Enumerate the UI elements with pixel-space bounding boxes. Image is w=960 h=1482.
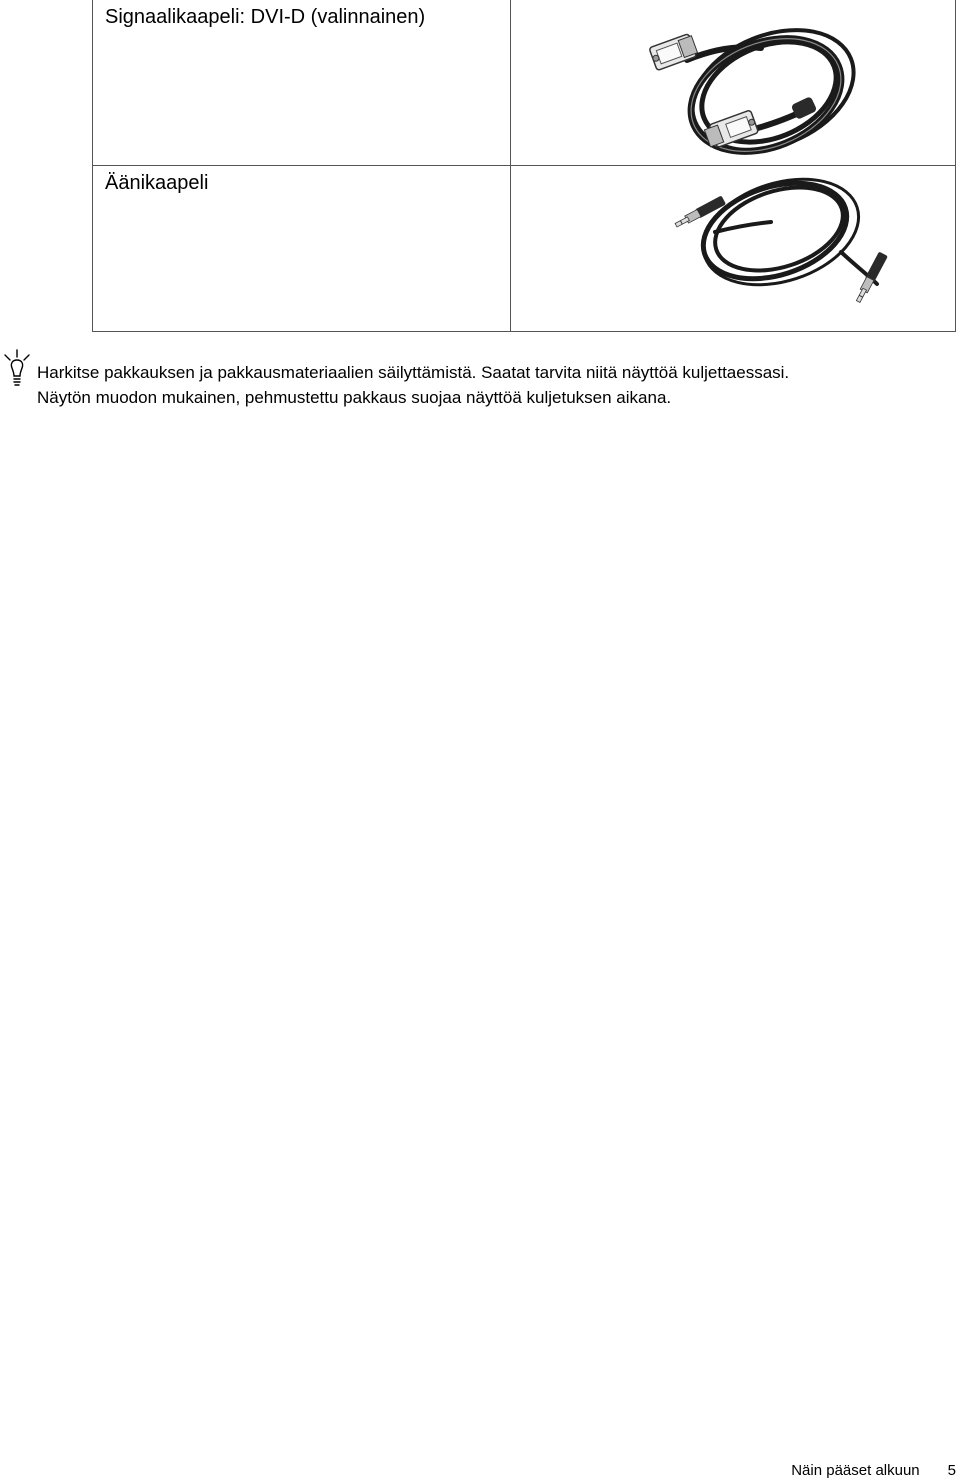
page-footer [791, 1461, 956, 1481]
audio-cable-icon [511, 166, 957, 331]
package-contents-table [92, 0, 956, 332]
table-row [93, 0, 955, 166]
item-label-audio-cable: Äänikaapeli [93, 166, 511, 331]
tip-line: Harkitse pakkauksen ja pakkausmateriaalien säilyttämistä. Saatat tarvita niitä näyttöä kuljettaessasi. [37, 363, 790, 382]
table-row [93, 166, 955, 331]
item-image-cell [511, 166, 955, 331]
page-number: 5 [947, 1462, 956, 1479]
tip-line: Näytön muodon mukainen, pehmustettu pakkaus suojaa näyttöä kuljetuksen aikana. [37, 388, 672, 407]
footer-section-title: Näin pääset alkuun [791, 1462, 920, 1479]
item-image-cell [511, 0, 955, 165]
tip-text [37, 360, 957, 410]
lightbulb-icon [2, 348, 32, 388]
dvi-d-cable-icon [511, 0, 957, 166]
item-label-dvi-cable: Signaalikaapeli: DVI-D (valinnainen) [93, 0, 511, 165]
